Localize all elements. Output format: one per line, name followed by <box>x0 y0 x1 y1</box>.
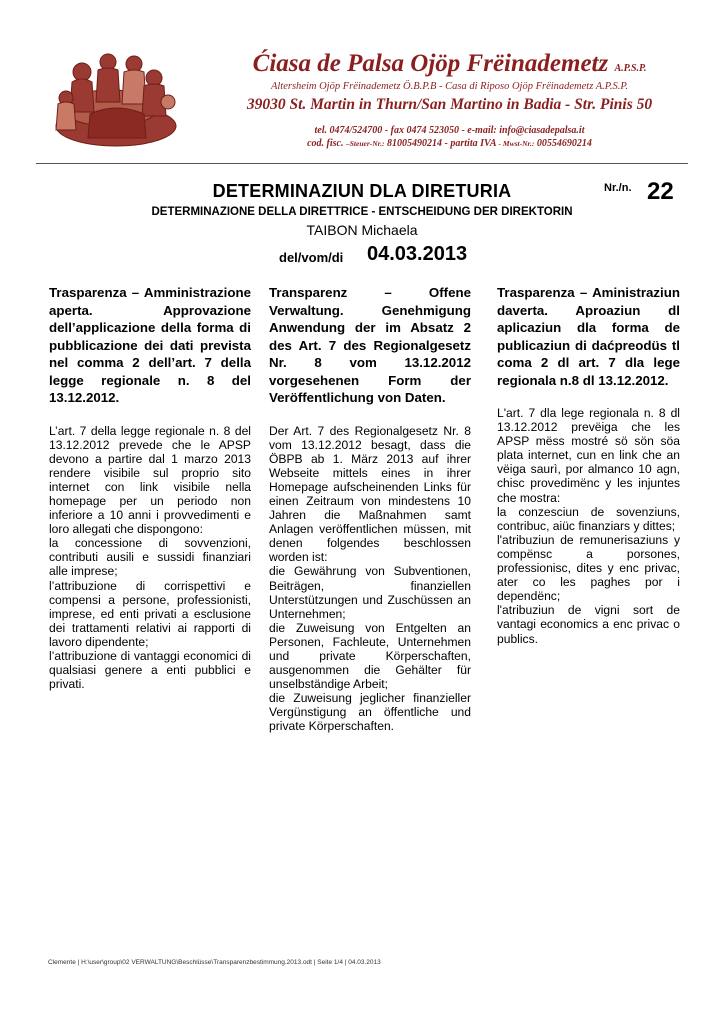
column-body <box>497 406 680 646</box>
institution-name: Ćiasa de Palsa Ojöp Frëinademetz A.P.S.P. <box>252 50 647 77</box>
date-value: 04.03.2013 <box>367 243 468 265</box>
contact-block <box>215 124 684 150</box>
number-label: Nr./n. <box>604 182 632 194</box>
paragraph: die Gewährung von Subventionen, Beiträgen, finanziellen Unterstützungen und Zuschüssen an Unternehmen; <box>269 564 471 621</box>
column-heading: Trasparenza – Amministrazione aperta. Approvazione dell’applicazione della forma di pubblicazione dei dati prevista nel comma 2 dell’art. 7 della legge regionale n. 8 del 13.12.2012. <box>49 285 251 405</box>
paragraph: l’attribuzione di vantaggi economici di qualsiasi genere a enti pubblici e privati. <box>49 649 251 692</box>
institution-logo <box>50 42 182 150</box>
column-body <box>269 424 471 734</box>
paragraph: die Zuweisung von Entgelten an Personen, Fachleute, Unternehmen und private Körperschaften, ausgenommen die Gehälter für unselbständige Arbeit; <box>269 620 471 692</box>
paragraph: la concessione di sovvenzioni, contributi ausili e sussidi finanziari alle imprese; <box>49 536 251 579</box>
paragraph: l'atribuziun de vigni sort de vantagi economics a enc privac o publics. <box>497 603 680 646</box>
page-footer: Clemente | H:\user\group\02 VERWALTUNG\Beschlüsse\Transparenzbestimmung.2013.odt | Seite 1/4 | 04.03.2013 <box>48 959 381 966</box>
column-ladin <box>497 284 680 646</box>
column-heading: Transparenz – Offene Verwaltung. Genehmigung Anwendung der im Absatz 2 des Art. 7 des Regionalgesetz Nr. 8 vom 13.12.2012 vorgesehenen Form der Veröffentlichung von Daten. <box>269 285 471 405</box>
determination-title: DETERMINAZIUN DLA DIRETURIA <box>212 181 512 201</box>
paragraph: Der Art. 7 des Regionalgesetz Nr. 8 vom 13.12.2012 besagt, dass die ÖBPB ab 1. März 2013 auf ihrer Webseite mittels eines in ihrer Homepage aufscheinenden Links für einen Zeitraum von mindestens 10 Jahren die Maßnahmen samt Anlagen veröffentlichen müssen, mit denen folgendes beschlossen worden ist: <box>269 423 471 565</box>
director-name: TAIBON Michaela <box>306 222 418 238</box>
fiscal-line: cod. fisc. –Steuer-Nr.: 81005490214 - partita IVA - Mwst-Nr.: 00554690214 <box>307 138 592 149</box>
column-german <box>269 284 471 734</box>
column-body <box>49 424 251 692</box>
paragraph: l’attribuzione di corrispettivi e compensi a persone, professionisti, imprese, ed enti privati a esclusione dei trattamenti relativi ai rapporti di lavoro dipendente; <box>49 578 251 649</box>
paragraph: l'atribuziun de remunerisaziuns y compënsc a porsones, professionisc, dites y enc privac, ater co les paghes por i dependënc; <box>497 532 680 604</box>
institution-address: 39030 St. Martin in Thurn/San Martino in Badia - Str. Pinis 50 <box>246 96 653 113</box>
institution-subtitle: Altersheim Ojöp Frëinademetz Ö.B.P.B - Casa di Riposo Ojöp Frëinademetz A.P.S.P. <box>270 81 629 92</box>
determination-subtitle: DETERMINAZIONE DELLA DIRETTRICE - ENTSCHEIDUNG DER DIREKTORIN <box>151 206 573 218</box>
institution-suffix: A.P.S.P. <box>614 63 647 74</box>
paragraph: L'art. 7 dla lege regionala n. 8 dl 13.12.2012 prevëiga che les APSP mëss mostré sö sön söa plata internet, cun en link che an vëiga saurì, por almanco 10 agn, chisc provedimënc y les injuntes che mostra: <box>497 406 680 505</box>
number-value: 22 <box>647 178 674 205</box>
column-heading: Trasparenza – Aministraziun daverta. Aproaziun dl aplicaziun dla forma de publicaziun di daćpreodüs tl coma 2 dl art. 7 dla lege regionala n.8 dl 13.12.2012. <box>497 285 680 388</box>
date-label: del/vom/di <box>279 250 344 265</box>
paragraph: L’art. 7 della legge regionale n. 8 del 13.12.2012 prevede che le APSP devono a partire dal 1 marzo 2013 rendere visibile sul proprio sito internet con link visibile nella homepage per un periodo non inferiore a 10 anni i provvedimenti e loro allegati che dispongono: <box>49 423 251 537</box>
paragraph: die Zuweisung jeglicher finanzieller Vergünstigung an öffentliche und private Körperschaften. <box>269 691 471 734</box>
contact-line: tel. 0474/524700 - fax 0474 523050 - e-mail: info@ciasadepalsa.it <box>314 125 585 136</box>
header-divider <box>36 163 688 164</box>
paragraph: la conzesciun de sovenziuns, contribuc, aiüc finanziars y dittes; <box>497 504 680 533</box>
column-italian <box>49 284 251 691</box>
